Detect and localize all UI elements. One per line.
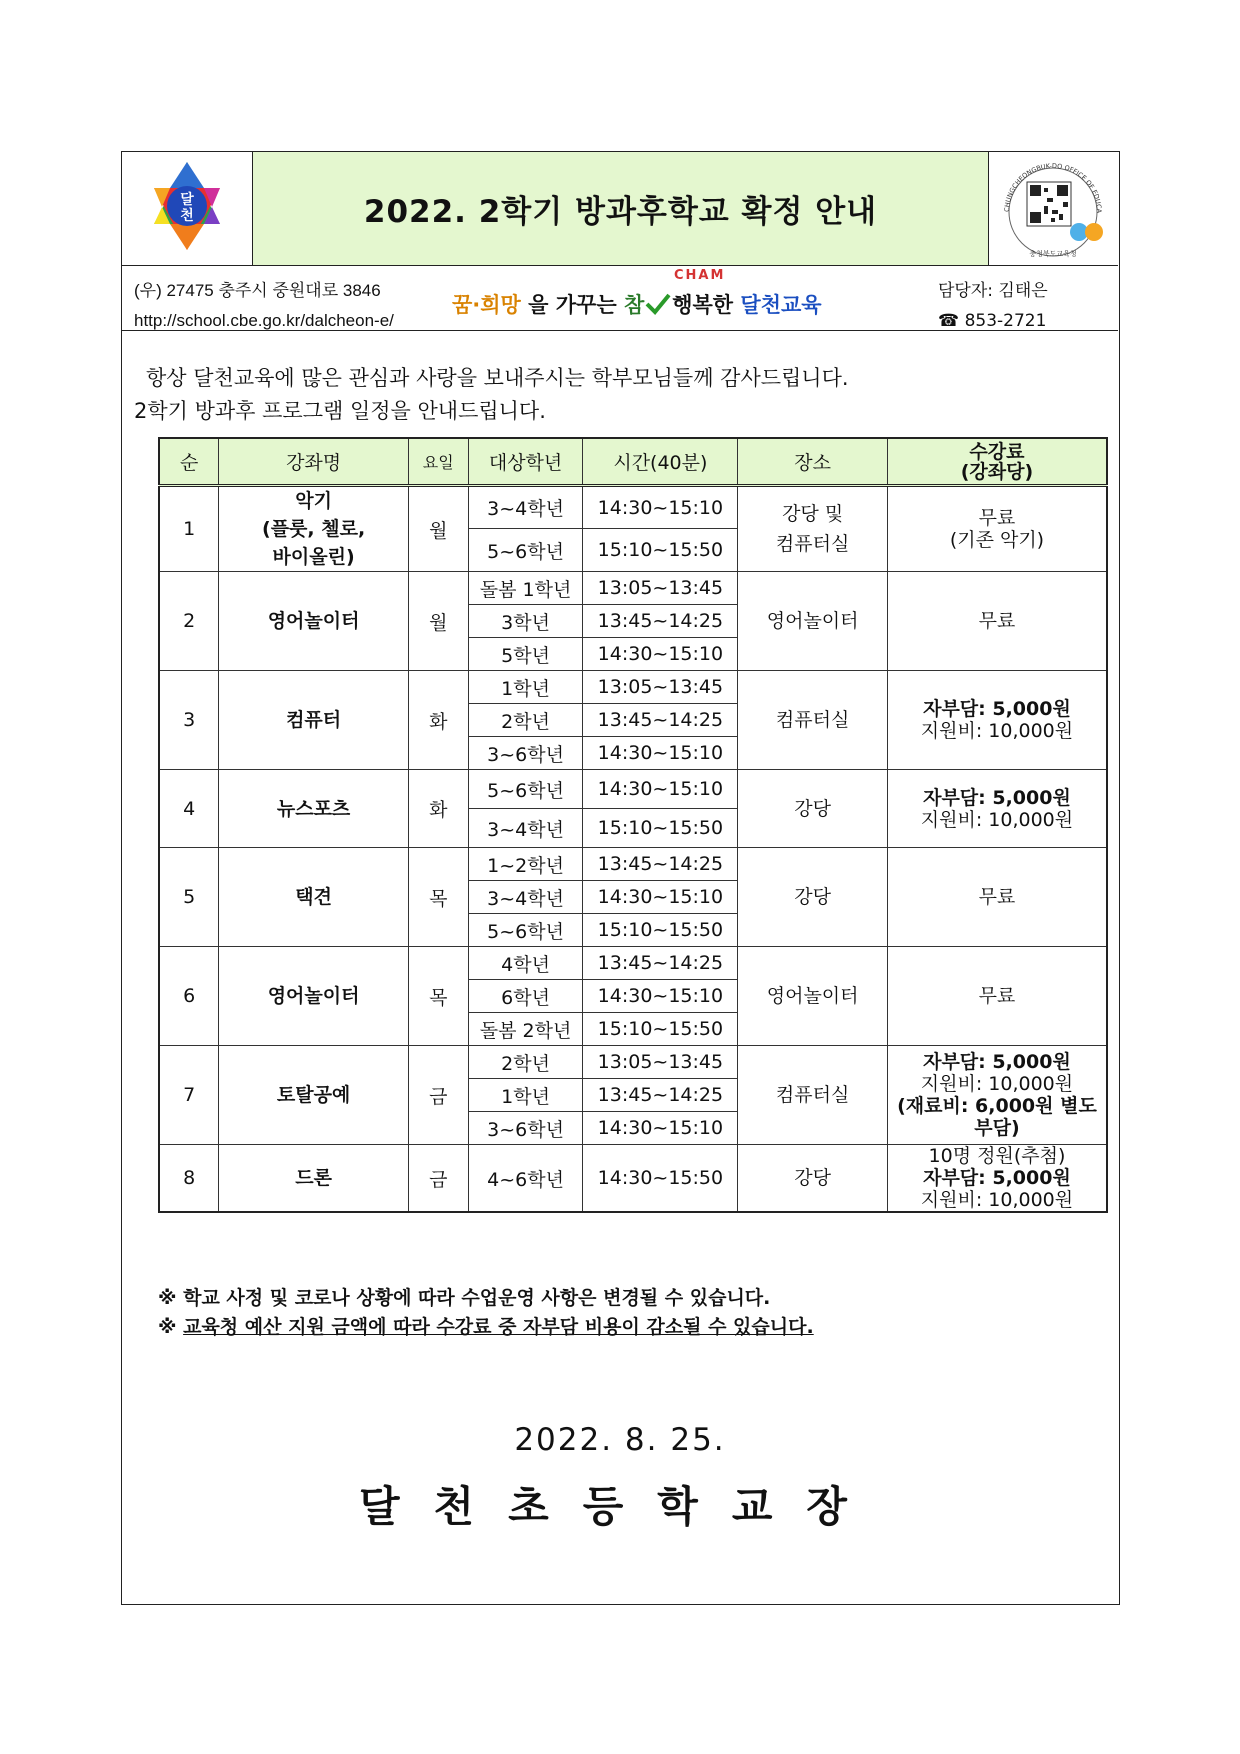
header [122, 152, 1118, 266]
slogan-dream-hope: 꿈·희망 [452, 293, 521, 317]
session-time: 15:10~15:50 [583, 529, 738, 572]
slogan-cham: 참 [623, 293, 645, 317]
slogan [452, 268, 822, 324]
course-no: 3 [159, 671, 219, 770]
session-time: 14:30~15:10 [583, 638, 738, 671]
table-row [159, 947, 1107, 980]
course-place: 강당 [738, 848, 888, 947]
course-no: 1 [159, 486, 219, 572]
session-time: 14:30~15:10 [583, 1112, 738, 1145]
course-day: 금 [408, 1145, 468, 1213]
fee-text: 무료 [978, 985, 1016, 1007]
slogan-growing: 을 가꾸는 [528, 293, 617, 317]
session-time: 13:05~13:45 [583, 1046, 738, 1079]
fee-capacity: 10명 정원(추첨) [928, 1145, 1066, 1167]
slogan-happy: 행복한 [672, 293, 734, 317]
school-logo [122, 152, 253, 265]
course-place: 컴퓨터실 [738, 1046, 888, 1145]
postal-address: (우) 27475 충주시 중원대로 3846 [134, 281, 381, 300]
course-no: 4 [159, 770, 219, 848]
course-name: 영어놀이터 [219, 947, 408, 1046]
course-place: 영어놀이터 [738, 947, 888, 1046]
course-no: 6 [159, 947, 219, 1046]
course-fee [887, 770, 1107, 848]
course-fee [887, 848, 1107, 947]
header-place: 장소 [738, 438, 888, 486]
table-row [159, 572, 1107, 605]
session-grade: 5~6학년 [468, 529, 583, 572]
course-name: 토탈공예 [219, 1046, 408, 1145]
schedule-table [158, 437, 1108, 1213]
fee-text: 무료 (기존 악기) [949, 507, 1045, 551]
course-fee [887, 486, 1107, 572]
table-row [159, 1046, 1107, 1079]
note-1: ※ 학교 사정 및 코로나 상황에 따라 수업운영 사항은 변경될 수 있습니다. [158, 1287, 771, 1309]
session-grade: 1~2학년 [468, 848, 583, 881]
session-grade: 돌봄 2학년 [468, 1013, 583, 1046]
session-grade: 4학년 [468, 947, 583, 980]
course-name: 드론 [219, 1145, 408, 1213]
session-time: 13:45~14:25 [583, 947, 738, 980]
school-url[interactable]: http://school.cbe.go.kr/dalcheon-e/ [134, 311, 394, 330]
note-2-text: 교육청 예산 지원 금액에 따라 수강료 중 자부담 비용이 감소될 수 있습니다. [183, 1316, 814, 1338]
address-block [134, 276, 394, 336]
header-name: 강좌명 [219, 438, 408, 486]
note-2-prefix: ※ [158, 1316, 184, 1338]
session-time: 14:30~15:10 [583, 770, 738, 809]
course-no: 7 [159, 1046, 219, 1145]
course-fee [887, 1145, 1107, 1213]
fee-subsidy: 지원비: 10,000원 [920, 720, 1074, 742]
session-time: 14:30~15:10 [583, 486, 738, 529]
title-cell [253, 152, 989, 265]
session-grade: 5학년 [468, 638, 583, 671]
session-grade: 2학년 [468, 704, 583, 737]
course-place: 영어놀이터 [738, 572, 888, 671]
seal-ring-text: CHUNGCHEONGBUK-DO OFFICE OF EDUCA [1002, 161, 1104, 213]
contact-person: 담당자: 김태은 [938, 281, 1048, 301]
course-day: 화 [408, 770, 468, 848]
session-grade: 5~6학년 [468, 914, 583, 947]
header-no: 순 [159, 438, 219, 486]
session-time: 13:05~13:45 [583, 572, 738, 605]
session-time: 13:05~13:45 [583, 671, 738, 704]
table-row [159, 770, 1107, 809]
contact-phone: ☎ 853-2721 [938, 311, 1047, 331]
session-time: 15:10~15:50 [583, 1013, 738, 1046]
course-place: 강당 [738, 770, 888, 848]
header-grade: 대상학년 [468, 438, 583, 486]
session-time: 13:45~14:25 [583, 1079, 738, 1112]
session-grade: 3~6학년 [468, 1112, 583, 1145]
session-time: 14:30~15:10 [583, 737, 738, 770]
qr-seal-icon [989, 152, 1118, 265]
session-grade: 6학년 [468, 980, 583, 1013]
course-day: 목 [408, 947, 468, 1046]
fee-material: (재료비: 6,000원 별도 부담) [897, 1095, 1097, 1139]
slogan-dalcheon-edu: 달천교육 [740, 293, 822, 317]
session-grade: 돌봄 1학년 [468, 572, 583, 605]
session-grade: 1학년 [468, 1079, 583, 1112]
info-row [122, 266, 1118, 331]
session-grade: 3학년 [468, 605, 583, 638]
course-place: 강당 및 컴퓨터실 [738, 486, 888, 572]
seal-caption: 충청북도교육청 [1029, 250, 1077, 258]
intro-line-1: 항상 달천교육에 많은 관심과 사랑을 보내주시는 학부모님들께 감사드립니다. [146, 366, 849, 390]
contact-block [938, 276, 1048, 336]
header-day: 요일 [408, 438, 468, 486]
session-grade: 3~4학년 [468, 809, 583, 848]
session-time: 13:45~14:25 [583, 848, 738, 881]
course-day: 월 [408, 572, 468, 671]
intro-text [134, 362, 849, 428]
fee-self-pay: 자부담: 5,000원 [923, 1051, 1071, 1073]
course-name: 뉴스포츠 [219, 770, 408, 848]
course-name: 택견 [219, 848, 408, 947]
notes [158, 1284, 814, 1342]
session-grade: 5~6학년 [468, 770, 583, 809]
table-row [159, 486, 1107, 529]
fee-subsidy: 지원비: 10,000원 [920, 808, 1074, 831]
session-time: 14:30~15:50 [583, 1145, 738, 1213]
session-grade: 1학년 [468, 671, 583, 704]
document-frame [121, 151, 1120, 1605]
session-time: 14:30~15:10 [583, 881, 738, 914]
session-grade: 3~6학년 [468, 737, 583, 770]
course-fee [887, 572, 1107, 671]
session-grade: 3~4학년 [468, 881, 583, 914]
fee-self-pay: 자부담: 5,000원 [923, 1167, 1071, 1189]
fee-self-pay: 자부담: 5,000원 [923, 786, 1071, 809]
fee-subsidy: 지원비: 10,000원 [920, 1073, 1074, 1095]
session-time: 15:10~15:50 [583, 809, 738, 848]
session-time: 14:30~15:10 [583, 980, 738, 1013]
course-name: 악기 (플룻, 첼로, 바이올린) [219, 486, 408, 572]
table-row [159, 1145, 1107, 1213]
table-header-row [159, 438, 1107, 486]
header-fee: 수강료 (강좌당) [887, 438, 1107, 486]
note-2 [158, 1313, 814, 1342]
session-grade: 2학년 [468, 1046, 583, 1079]
course-name: 컴퓨터 [219, 671, 408, 770]
session-time: 13:45~14:25 [583, 704, 738, 737]
session-grade: 3~4학년 [468, 486, 583, 529]
signer: 달천초등학교장 [358, 1482, 881, 1531]
session-time: 13:45~14:25 [583, 605, 738, 638]
course-fee [887, 1046, 1107, 1145]
course-place: 컴퓨터실 [738, 671, 888, 770]
star-logo-icon [122, 152, 252, 265]
course-place: 강당 [738, 1145, 888, 1213]
slogan-cham-latin: CHAM [674, 268, 726, 283]
session-time: 15:10~15:50 [583, 914, 738, 947]
issue-date: 2022. 8. 25. [514, 1422, 726, 1458]
course-no: 5 [159, 848, 219, 947]
fee-subsidy: 지원비: 10,000원 [920, 1189, 1074, 1211]
course-day: 목 [408, 848, 468, 947]
fee-text: 무료 [978, 610, 1016, 632]
checkmark-icon [644, 292, 672, 316]
fee-text: 무료 [978, 886, 1016, 908]
logo-text-top: 달 [180, 192, 194, 208]
course-day: 금 [408, 1046, 468, 1145]
fee-self-pay: 자부담: 5,000원 [923, 698, 1071, 720]
table-row [159, 848, 1107, 881]
intro-line-2: 2학기 방과후 프로그램 일정을 안내드립니다. [134, 399, 546, 423]
course-no: 2 [159, 572, 219, 671]
course-day: 화 [408, 671, 468, 770]
course-fee [887, 947, 1107, 1046]
office-seal [989, 152, 1118, 265]
session-grade: 4~6학년 [468, 1145, 583, 1213]
course-name: 영어놀이터 [219, 572, 408, 671]
table-row [159, 671, 1107, 704]
header-time: 시간(40분) [583, 438, 738, 486]
logo-text-bottom: 천 [180, 208, 194, 224]
course-no: 8 [159, 1145, 219, 1213]
document-title: 2022. 2학기 방과후학교 확정 안내 [363, 194, 878, 230]
course-day: 월 [408, 486, 468, 572]
course-fee [887, 671, 1107, 770]
